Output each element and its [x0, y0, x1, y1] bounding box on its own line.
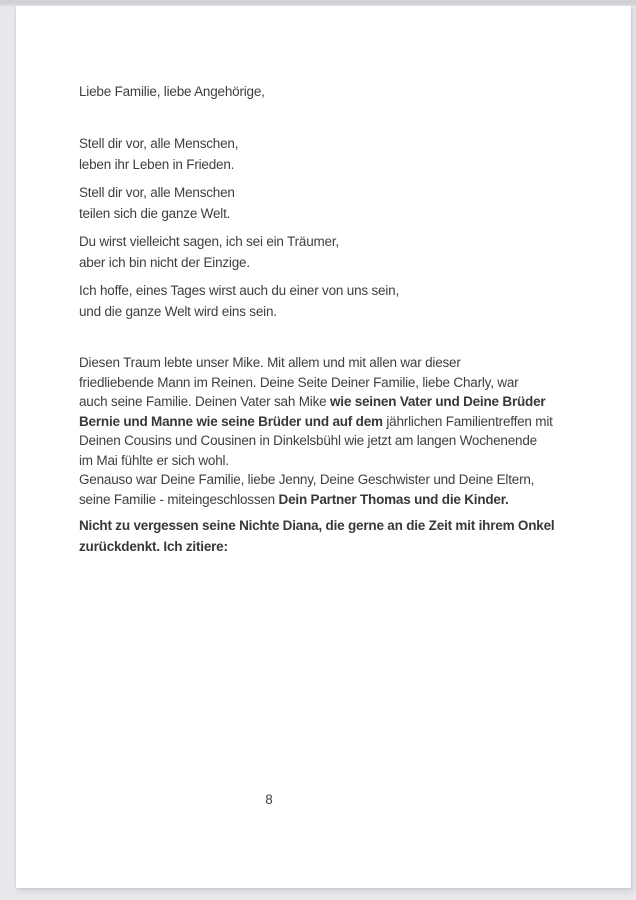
- poem-line: Du wirst vielleicht sagen, ich sei ein Träumer,: [79, 234, 339, 249]
- poem-stanza: [79, 133, 601, 175]
- viewer-top-edge: [0, 0, 636, 6]
- poem-stanza: [79, 231, 601, 273]
- text-run: friedliebende Mann im Reinen. Deine Seite Deiner Familie, liebe Charly, war: [79, 374, 519, 390]
- text-run: Diesen Traum lebte unser Mike. Mit allem und mit allen war dieser: [79, 355, 461, 370]
- closing-line: Nicht zu vergessen seine Nichte Diana, die gerne an die Zeit mit ihrem Onkel: [79, 518, 555, 533]
- text-run: Genauso war Deine Familie, liebe Jenny, Deine Geschwister und Deine Eltern,: [79, 472, 535, 487]
- text-run: im Mai fühlte er sich wohl.: [79, 452, 229, 468]
- poem-stanza: [79, 280, 601, 322]
- poem-line: leben ihr Leben in Frieden.: [79, 157, 235, 172]
- paragraph-line: [79, 353, 601, 373]
- paragraph-line: [79, 490, 601, 510]
- text-run: jährlichen Familientreffen mit: [382, 413, 553, 429]
- closing-paragraph: [79, 516, 601, 557]
- bold-text-run: Bernie und Manne wie seine Brüder und auf dem: [79, 413, 383, 429]
- poem-line: und die ganze Welt wird eins sein.: [79, 304, 277, 319]
- text-run: Deinen Cousins und Cousinen in Dinkelsbühl wie jetzt am langen Wochenende: [79, 433, 537, 448]
- bold-text-run: Dein Partner Thomas und die Kinder.: [278, 491, 509, 507]
- poem-line: Stell dir vor, alle Menschen: [79, 185, 235, 200]
- paragraph-line: [79, 451, 601, 471]
- page-number: 8: [265, 792, 273, 807]
- bold-text-run: wie seinen Vater und Deine Brüder: [329, 394, 546, 409]
- closing-line: zurückdenkt. Ich zitiere:: [79, 538, 228, 554]
- poem-stanzas: [79, 133, 601, 329]
- poem-line: Stell dir vor, alle Menschen,: [79, 136, 239, 151]
- paragraph-line: [79, 392, 601, 412]
- greeting-line: Liebe Familie, liebe Angehörige,: [79, 84, 265, 99]
- paragraph-line: [79, 373, 601, 393]
- paragraph-line: [79, 470, 601, 490]
- poem-stanza: [79, 182, 601, 224]
- paragraph-line: [79, 412, 601, 432]
- paragraph-line: [79, 431, 601, 451]
- document-page: [16, 5, 631, 888]
- text-run: auch seine Familie. Deinen Vater sah Mike: [79, 394, 330, 409]
- text-run: seine Familie - miteingeschlossen: [79, 491, 279, 507]
- poem-line: Ich hoffe, eines Tages wirst auch du einer von uns sein,: [79, 283, 400, 298]
- poem-line: aber ich bin nicht der Einzige.: [79, 255, 250, 270]
- main-paragraph: [79, 353, 601, 509]
- poem-line: teilen sich die ganze Welt.: [79, 206, 231, 221]
